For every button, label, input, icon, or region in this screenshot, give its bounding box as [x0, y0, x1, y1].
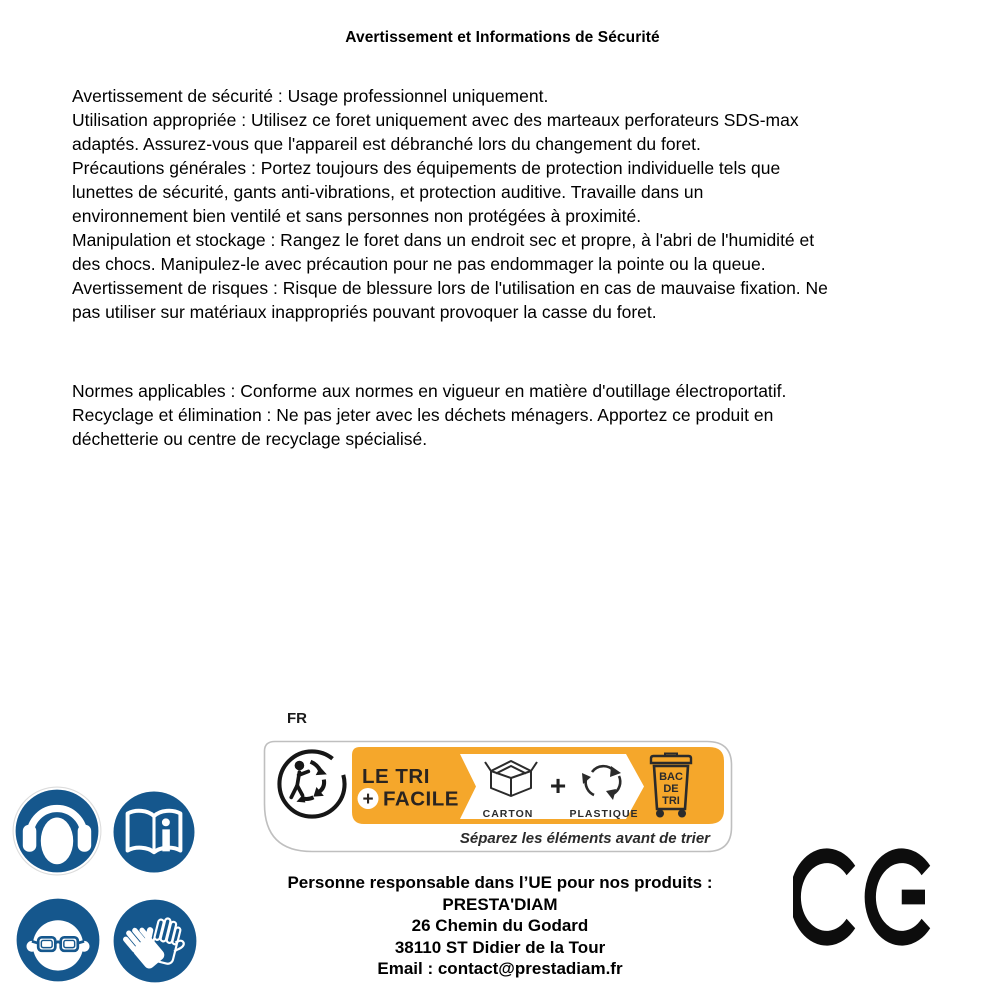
- text-line: lunettes de sécurité, gants anti-vibrations, et protection auditive. Travaille dans un: [72, 182, 704, 202]
- email-line: Email : contact@prestadiam.fr: [377, 959, 623, 978]
- text-line: Manipulation et stockage : Rangez le foret dans un endroit sec et propre, à l'abri de l'humidité et: [72, 230, 815, 250]
- bin-label-line: BAC: [659, 771, 683, 783]
- ce-marking-icon: [793, 843, 943, 951]
- read-instruction-manual-icon: [110, 788, 198, 876]
- info-tri-banner: [263, 740, 733, 853]
- address-line: 38110 ST Didier de la Tour: [394, 937, 606, 957]
- plastique-label: PLASTIQUE: [569, 808, 639, 820]
- safety-paragraph: [72, 84, 828, 324]
- text-line: Précautions générales : Portez toujours des équipements de protection individuelle tels que: [72, 158, 781, 178]
- banner-headline-line2: FACILE: [383, 787, 459, 811]
- text-line: Avertissement de risques : Risque de blessure lors de l'utilisation en cas de mauvaise fixation. Ne: [72, 278, 828, 298]
- country-code-label: FR: [287, 710, 307, 727]
- carton-label: CARTON: [482, 808, 534, 820]
- text-line: environnement bien ventilé et sans personnes non protégées à proximité.: [72, 206, 642, 226]
- text-line: Utilisation appropriée : Utilisez ce foret uniquement avec des marteaux perforateurs SDS-max: [72, 110, 799, 130]
- text-line: des chocs. Manipulez-le avec précaution pour ne pas endommager la pointe ou la queue.: [72, 254, 766, 274]
- recycling-paragraph: [72, 379, 786, 451]
- text-line: adaptés. Assurez-vous que l'appareil est débranché lors du changement du foret.: [72, 134, 701, 154]
- bin-label-line: DE: [663, 783, 679, 795]
- banner-headline-line1: LE TRI: [362, 765, 430, 788]
- text-line: déchetterie ou centre de recyclage spécialisé.: [72, 429, 428, 449]
- plus-badge: +: [362, 789, 374, 810]
- wear-protective-gloves-icon: [110, 896, 200, 986]
- bin-label-line: TRI: [662, 795, 680, 807]
- plus-sign: +: [549, 770, 567, 801]
- text-line: Recyclage et élimination : Ne pas jeter avec les déchets ménagers. Apportez ce produit en: [72, 405, 774, 425]
- text-line: pas utiliser sur matériaux inappropriés pouvant provoquer la casse du foret.: [72, 302, 657, 322]
- responsible-block: [240, 872, 760, 980]
- wear-eye-protection-icon: [13, 895, 103, 985]
- text-line: Normes applicables : Conforme aux normes en vigueur en matière d'outillage électroportatif.: [72, 381, 787, 401]
- page-title: Avertissement et Informations de Sécurité: [345, 29, 660, 46]
- address-line: 26 Chemin du Godard: [411, 916, 589, 935]
- wear-ear-protection-icon: [12, 786, 102, 876]
- responsible-line: Personne responsable dans l’UE pour nos produits :: [287, 873, 713, 892]
- company-name: PRESTA'DIAM: [442, 894, 558, 914]
- banner-tagline: Séparez les éléments avant de trier: [459, 830, 710, 847]
- text-line: Avertissement de sécurité : Usage professionnel uniquement.: [72, 86, 549, 106]
